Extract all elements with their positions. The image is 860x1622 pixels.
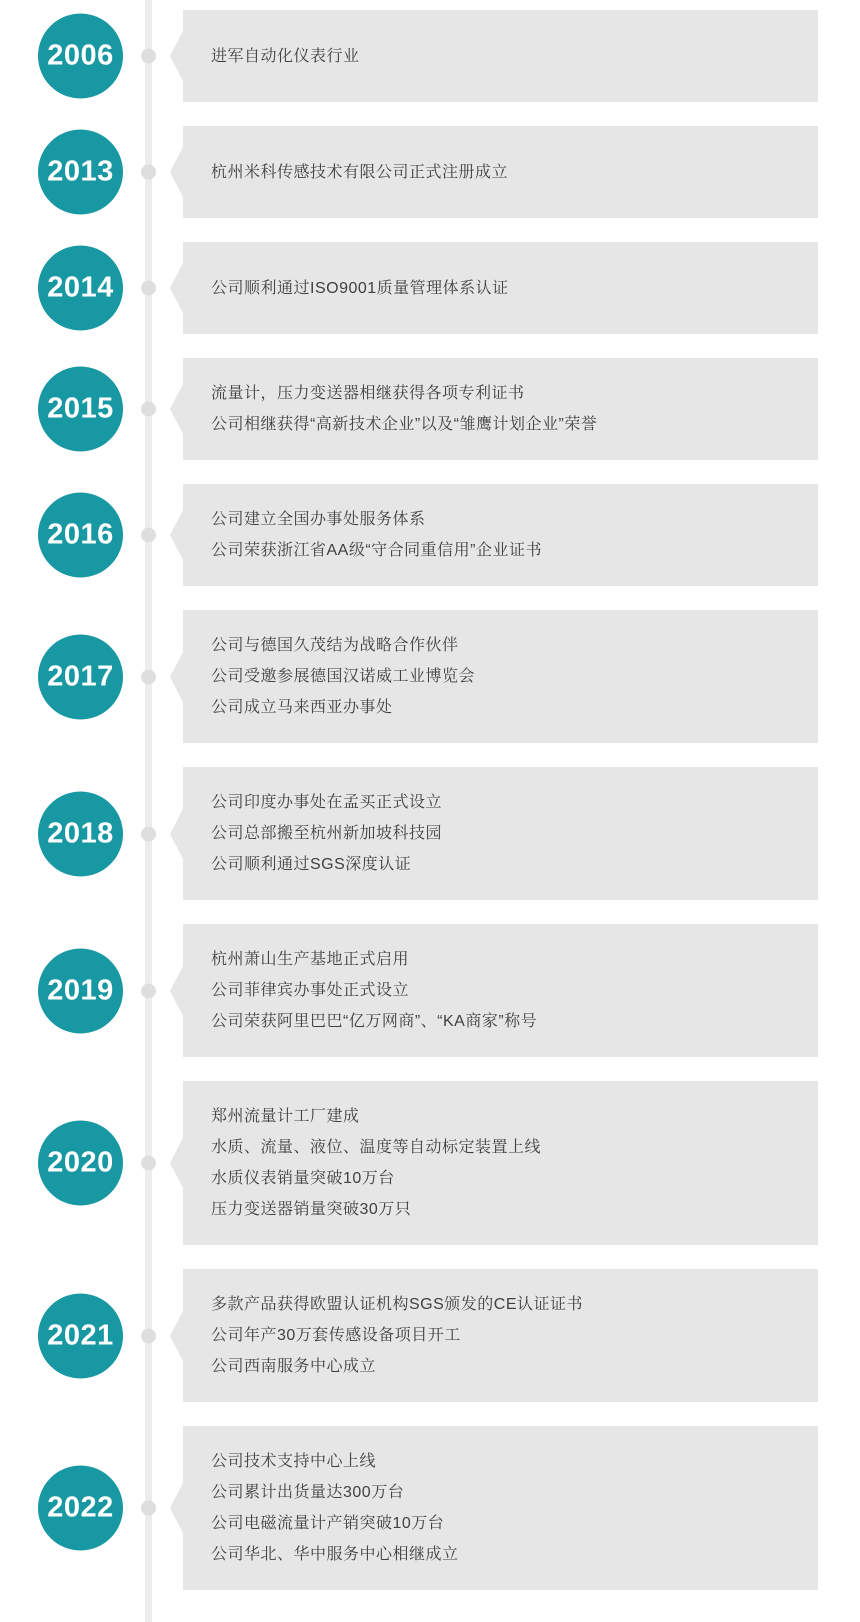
- milestone-text: 公司累计出货量达300万台: [211, 1484, 405, 1501]
- milestone-text: 公司西南服务中心成立: [211, 1358, 377, 1375]
- timeline-entries: [0, 10, 860, 1590]
- timeline-node-dot: [141, 402, 156, 417]
- milestone-lines: [211, 378, 788, 440]
- year-circle: [38, 634, 123, 719]
- milestone-text: 公司印度办事处在孟买正式设立: [211, 794, 443, 811]
- milestone-box: [183, 924, 818, 1057]
- timeline-entry: [0, 484, 860, 586]
- timeline-node-dot: [141, 1328, 156, 1343]
- year-label: 2018: [47, 817, 114, 849]
- year-circle: [38, 246, 123, 331]
- milestone-text: 公司荣获浙江省AA级“守合同重信用”企业证书: [211, 542, 543, 559]
- year-label: 2014: [47, 271, 114, 304]
- year-circle: [38, 14, 123, 99]
- year-circle: [38, 948, 123, 1033]
- year-label: 2021: [47, 1319, 114, 1351]
- milestone-lines: [211, 1289, 788, 1382]
- milestone-text: 公司顺利通过ISO9001质量管理体系认证: [211, 279, 509, 297]
- arrow-left-icon: [170, 809, 183, 859]
- milestone-box: [183, 10, 818, 102]
- year-label: 2013: [47, 155, 114, 188]
- milestone-lines: [211, 944, 788, 1037]
- milestone-text: 多款产品获得欧盟认证机构SGS颁发的CE认证证书: [211, 1296, 584, 1313]
- milestone-box: [183, 767, 818, 900]
- arrow-left-icon: [170, 31, 183, 81]
- arrow-left-icon: [170, 1483, 183, 1533]
- milestone-text: 公司受邀参展德国汉诺威工业博览会: [211, 668, 476, 685]
- milestone-text: 流量计，压力变送器相继获得各项专利证书: [211, 385, 525, 402]
- timeline-node-dot: [141, 1156, 156, 1171]
- timeline-entry: [0, 1269, 860, 1402]
- timeline-entry: [0, 1081, 860, 1245]
- arrow-left-icon: [170, 1138, 183, 1188]
- milestone-box: [183, 1269, 818, 1402]
- timeline-entry: [0, 242, 860, 334]
- year-label: 2015: [47, 392, 114, 425]
- milestone-text: 公司电磁流量计产销突破10万台: [211, 1515, 445, 1532]
- timeline-node-dot: [141, 826, 156, 841]
- milestone-lines: [211, 787, 788, 880]
- timeline-node-dot: [141, 165, 156, 180]
- milestone-lines: [211, 630, 788, 723]
- milestone-text: 公司华北、华中服务中心相继成立: [211, 1546, 459, 1563]
- milestone-lines: [211, 1101, 788, 1225]
- milestone-box: [183, 242, 818, 334]
- milestone-text: 进军自动化仪表行业: [211, 47, 360, 65]
- milestone-text: 郑州流量计工厂建成: [211, 1108, 360, 1125]
- milestone-box: [183, 126, 818, 218]
- milestone-lines: [211, 41, 788, 72]
- timeline-node-dot: [141, 669, 156, 684]
- timeline-entry: [0, 924, 860, 1057]
- arrow-left-icon: [170, 263, 183, 313]
- arrow-left-icon: [170, 384, 183, 434]
- arrow-left-icon: [170, 966, 183, 1016]
- timeline-node-dot: [141, 49, 156, 64]
- timeline-entry: [0, 767, 860, 900]
- milestone-text: 公司相继获得“高新技术企业”以及“雏鹰计划企业”荣誉: [211, 416, 598, 433]
- milestone-text: 公司菲律宾办事处正式设立: [211, 982, 410, 999]
- milestone-text: 水质仪表销量突破10万台: [211, 1170, 395, 1187]
- milestone-lines: [211, 273, 788, 304]
- milestone-lines: [211, 504, 788, 566]
- milestone-text: 公司顺利通过SGS深度认证: [211, 856, 412, 873]
- milestone-lines: [211, 157, 788, 188]
- timeline-node-dot: [141, 983, 156, 998]
- milestone-text: 公司技术支持中心上线: [211, 1453, 377, 1470]
- milestone-box: [183, 1426, 818, 1590]
- year-circle: [38, 791, 123, 876]
- timeline-node-dot: [141, 1501, 156, 1516]
- year-label: 2017: [47, 660, 114, 692]
- year-label: 2019: [47, 974, 114, 1006]
- timeline-entry: [0, 10, 860, 102]
- arrow-left-icon: [170, 652, 183, 702]
- milestone-text: 公司成立马来西亚办事处: [211, 699, 393, 716]
- milestone-box: [183, 610, 818, 743]
- timeline-entry: [0, 358, 860, 460]
- year-circle: [38, 1121, 123, 1206]
- year-label: 2022: [47, 1491, 114, 1524]
- milestone-box: [183, 1081, 818, 1245]
- timeline-entry: [0, 1426, 860, 1590]
- timeline-node-dot: [141, 281, 156, 296]
- year-circle: [38, 130, 123, 215]
- milestone-text: 水质、流量、液位、温度等自动标定装置上线: [211, 1139, 542, 1156]
- year-label: 2006: [47, 39, 114, 72]
- timeline-entry: [0, 610, 860, 743]
- timeline-entry: [0, 126, 860, 218]
- milestone-text: 公司年产30万套传感设备项目开工: [211, 1327, 461, 1344]
- timeline-node-dot: [141, 528, 156, 543]
- year-label: 2016: [47, 518, 114, 551]
- milestone-text: 压力变送器销量突破30万只: [211, 1201, 412, 1218]
- year-circle: [38, 367, 123, 452]
- milestone-text: 杭州萧山生产基地正式启用: [211, 951, 410, 968]
- milestone-text: 公司与德国久茂结为战略合作伙伴: [211, 637, 459, 654]
- year-circle: [38, 493, 123, 578]
- milestone-text: 公司总部搬至杭州新加坡科技园: [211, 825, 443, 842]
- year-circle: [38, 1466, 123, 1551]
- milestone-text: 公司荣获阿里巴巴“亿万网商”、“KA商家”称号: [211, 1013, 538, 1030]
- milestone-box: [183, 358, 818, 460]
- milestone-lines: [211, 1446, 788, 1570]
- milestone-box: [183, 484, 818, 586]
- arrow-left-icon: [170, 510, 183, 560]
- milestone-text: 公司建立全国办事处服务体系: [211, 511, 426, 528]
- year-label: 2020: [47, 1146, 114, 1179]
- arrow-left-icon: [170, 1311, 183, 1361]
- arrow-left-icon: [170, 147, 183, 197]
- milestone-text: 杭州米科传感技术有限公司正式注册成立: [211, 163, 509, 181]
- year-circle: [38, 1293, 123, 1378]
